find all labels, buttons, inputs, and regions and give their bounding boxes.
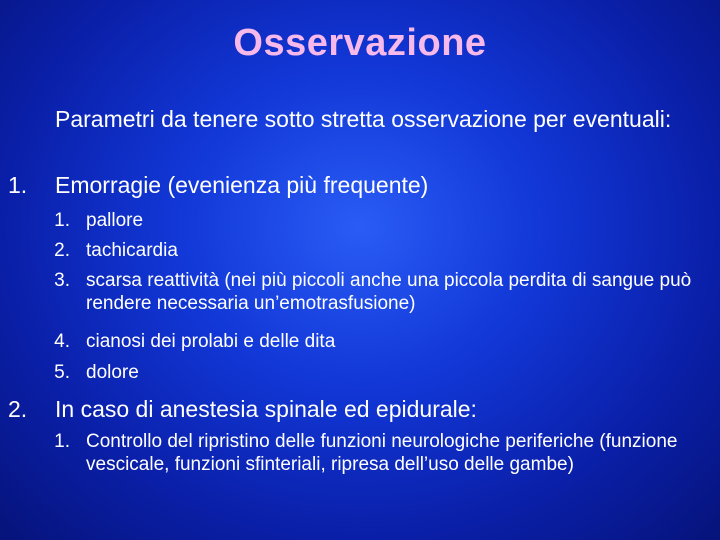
- slide-title: Osservazione: [233, 22, 487, 64]
- section-number: 1.: [8, 172, 28, 198]
- item-number: 3.: [54, 270, 70, 291]
- item-number: 2.: [54, 240, 70, 261]
- section-number: 2.: [8, 396, 28, 422]
- item-number: 1.: [54, 210, 70, 231]
- section-label: In caso di anestesia spinale ed epidurale:: [55, 396, 477, 422]
- item-text: pallore: [86, 210, 144, 231]
- item-text: tachicardia: [86, 240, 178, 261]
- intro-text: Parametri da tenere sotto stretta osservazione per eventuali:: [55, 106, 672, 132]
- item-number: 4.: [54, 331, 70, 352]
- section-emorragie: [8, 172, 708, 200]
- item-text: cianosi dei prolabi e delle dita: [86, 331, 336, 352]
- section-label: Emorragie (evenienza più frequente): [55, 172, 429, 198]
- section-anestesia: [8, 396, 708, 424]
- item-number: 5.: [54, 362, 70, 383]
- item-text: dolore: [86, 362, 139, 383]
- item-number: 1.: [54, 431, 70, 452]
- item-text: Controllo del ripristino delle funzioni neurologiche periferiche (funzione vescicale, funzioni sfinteriali, ripresa dell’uso delle gambe): [86, 431, 678, 475]
- item-text: scarsa reattività (nei più piccoli anche una piccola perdita di sangue può rendere necessaria un’emotrasfusione): [86, 270, 692, 314]
